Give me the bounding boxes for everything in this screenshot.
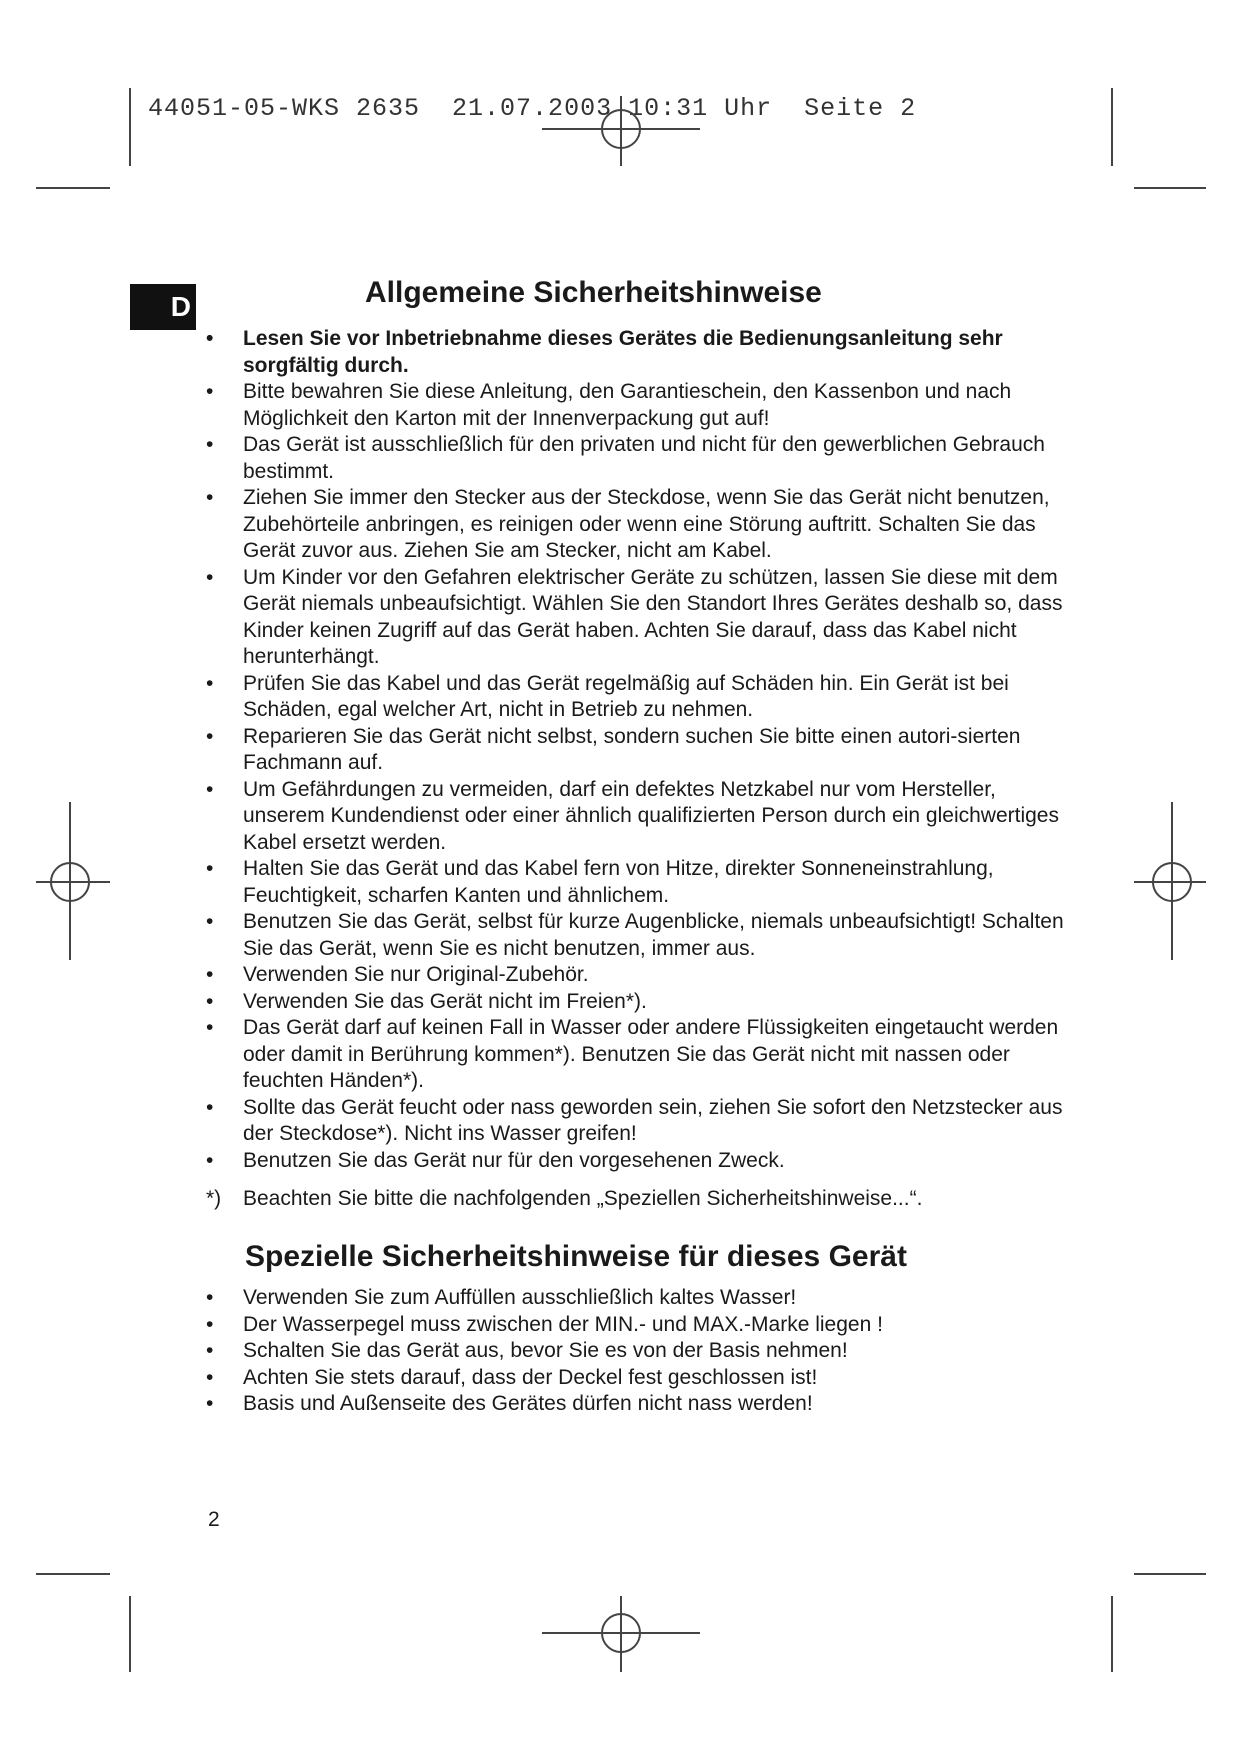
list-item: • Verwenden Sie das Gerät nicht im Freien*). <box>206 989 647 1013</box>
list-item: • Schalten Sie das Gerät aus, bevor Sie es von der Basis nehmen! <box>206 1339 848 1362</box>
list-item: • Verwenden Sie nur Original-Zubehör. <box>206 963 589 986</box>
list-item: • Um Kinder vor den Gefahren elektrischer Geräte zu schützen, lassen Sie diese mit dem Gerät niemals unbeaufsichtigt. Wählen Sie den Standort Ihres Gerätes deshalb so, dass Kinder keinen Zugriff auf das Gerät haben. Achten Sie darauf, dass das Kabel nicht herunterhängt. <box>206 565 1063 668</box>
list-item: • Halten Sie das Gerät und das Kabel fern von Hitze, direkter Sonneneinstrahlung, Feuchtigkeit, scharfen Kanten und ähnlichem. <box>206 857 994 907</box>
page-number: 2 <box>208 1508 220 1531</box>
registration-mark-top <box>542 96 700 166</box>
print-header: 44051-05-WKS 2635 21.07.2003 10:31 Uhr Seite 2 <box>148 94 917 123</box>
general-safety-list <box>206 326 1066 1174</box>
list-item: • Ziehen Sie immer den Stecker aus der Steckdose, wenn Sie das Gerät nicht benutzen, Zubehörteile anbringen, es reinigen oder wenn eine Störung auftritt. Schalten Sie das Gerät zuvor aus. Ziehen Sie am Stecker, nicht am Kabel. <box>206 486 1050 562</box>
list-item: • Benutzen Sie das Gerät nur für den vorgesehenen Zweck. <box>206 1148 785 1172</box>
list-item: • Sollte das Gerät feucht oder nass geworden sein, ziehen Sie sofort den Netzstecker aus der Steckdose*). Nicht ins Wasser greifen! <box>206 1095 1063 1145</box>
registration-mark-left <box>36 802 110 960</box>
list-item: • Lesen Sie vor Inbetriebnahme dieses Gerätes die Bedienungsanleitung sehr sorgfältig durch. <box>206 327 1003 377</box>
language-tab: D <box>130 284 196 330</box>
registration-mark-bottom <box>542 1596 700 1672</box>
list-item: • Prüfen Sie das Kabel und das Gerät regelmäßig auf Schäden hin. Ein Gerät ist bei Schäden, egal welcher Art, nicht in Betrieb zu nehmen. <box>206 671 1009 721</box>
list-item: • Benutzen Sie das Gerät, selbst für kurze Augenblicke, niemals unbeaufsichtigt! Schalten Sie das Gerät, wenn Sie es nicht benutzen, immer aus. <box>206 910 1064 960</box>
list-item: • Um Gefährdungen zu vermeiden, darf ein defektes Netzkabel nur vom Hersteller, unserem Kundendienst oder einer ähnlich qualifizierten Person durch ein gleichwertiges Kabel ersetzt werden. <box>206 777 1059 854</box>
list-item: • Das Gerät darf auf keinen Fall in Wasser oder andere Flüssigkeiten eingetaucht werden oder damit in Berührung kommen*). Benutzen Sie das Gerät nicht mit nassen oder feuchten Händen*). <box>206 1016 1059 1092</box>
footnote-text: Beachten Sie bitte die nachfolgenden „Speziellen Sicherheitshinweise...“. <box>243 1187 923 1210</box>
list-item: • Verwenden Sie zum Auffüllen ausschließlich kaltes Wasser! <box>206 1286 797 1309</box>
list-item: • Reparieren Sie das Gerät nicht selbst, sondern suchen Sie bitte einen autori-sierten Fachmann auf. <box>206 724 1021 774</box>
registration-mark-right <box>1134 802 1206 960</box>
list-item: • Bitte bewahren Sie diese Anleitung, den Garantieschein, den Kassenbon und nach Möglichkeit den Karton mit der Innenverpackung gut auf! <box>206 380 1012 430</box>
list-item: • Das Gerät ist ausschließlich für den privaten und nicht für den gewerblichen Gebrauch bestimmt. <box>206 433 1045 483</box>
list-item: • Basis und Außenseite des Gerätes dürfen nicht nass werden! <box>206 1392 813 1415</box>
section-title-special: Spezielle Sicherheitshinweise für dieses Gerät <box>245 1240 907 1273</box>
footnote <box>206 1186 1066 1213</box>
section-title-general: Allgemeine Sicherheitshinweise <box>365 276 822 309</box>
list-item: • Achten Sie stets darauf, dass der Deckel fest geschlossen ist! <box>206 1365 818 1389</box>
list-item: • Der Wasserpegel muss zwischen der MIN.- und MAX.-Marke liegen ! <box>206 1312 883 1336</box>
footnote-marker: *) <box>206 1187 222 1210</box>
special-safety-list <box>206 1285 1066 1418</box>
